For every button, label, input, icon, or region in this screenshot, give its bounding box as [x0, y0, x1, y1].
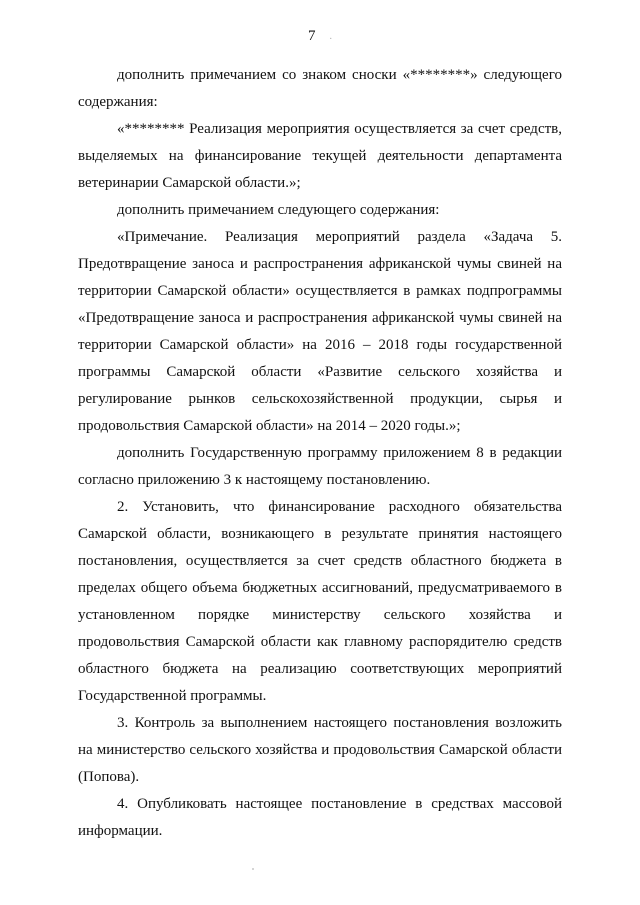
paragraph-footnote-intro: дополнить примечанием со знаком сноски «********» следующего содержания:	[78, 67, 562, 110]
paragraph-note-text: «Примечание. Реализация мероприятий раздела «Задача 5. Предотвращение заноса и распространения африканской чумы свиней на территории Самарской области» осуществляется в рамках подпрограммы «Предотвращение заноса и распространения африканской чумы свиней на территории Самарской области» на 2016 – 2018 годы государственной программы Самарской области «Развитие сельского хозяйства и регулирование рынков сельскохозяйственной продукции, сырья и продовольствия Самарской области» на 2014 – 2020 годы.»;	[78, 229, 562, 434]
page-number: 7	[308, 28, 316, 44]
paragraph-clause-4: 4. Опубликовать настоящее постановление в средствах массовой информации.	[78, 796, 562, 839]
paragraph-footnote-text: «******** Реализация мероприятия осуществляется за счет средств, выделяемых на финансирование текущей деятельности департамента ветеринарии Самарской области.»;	[78, 121, 562, 191]
paragraph-note-intro: дополнить примечанием следующего содержания:	[117, 202, 440, 218]
document-body	[78, 62, 562, 845]
scan-speck-bottom	[252, 868, 254, 870]
page-number-header	[0, 27, 640, 46]
paragraph-clause-3: 3. Контроль за выполнением настоящего постановления возложить на министерство сельского хозяйства и продовольствия Самарской области (Попова).	[78, 715, 562, 785]
paragraph-appendix: дополнить Государственную программу приложением 8 в редакции согласно приложению 3 к настоящему постановлению.	[78, 445, 562, 488]
paragraph-clause-2: 2. Установить, что финансирование расходного обязательства Самарской области, возникающего в результате принятия настоящего постановления, осуществляется за счет средств областного бюджета в пределах общего объема бюджетных ассигнований, предусматриваемого в установленном порядке министерству сельского хозяйства и продовольствия Самарской области как главному распорядителю средств областного бюджета на реализацию соответствующих мероприятий Государственной программы.	[78, 499, 562, 704]
scan-speck: .	[329, 30, 332, 42]
